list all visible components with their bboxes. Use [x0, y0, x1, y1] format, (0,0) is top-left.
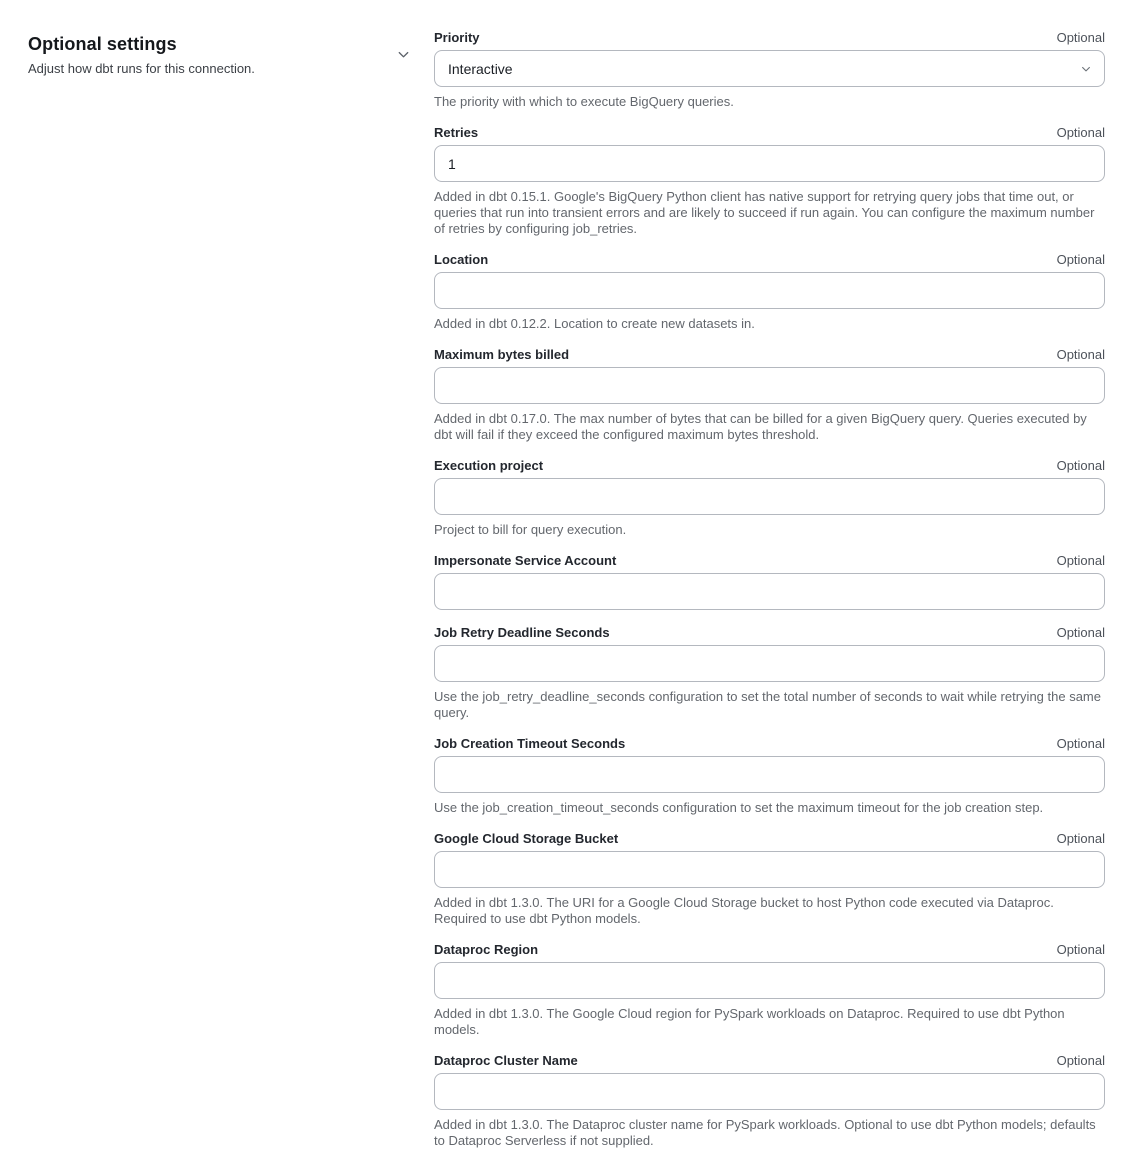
field-label-priority: Priority	[434, 30, 480, 45]
retries-input[interactable]	[434, 145, 1105, 182]
dataproc-region-input[interactable]	[434, 962, 1105, 999]
field-dataproc-cluster-name	[434, 1053, 1105, 1149]
field-dataproc-region	[434, 942, 1105, 1038]
field-google-cloud-storage-bucket	[434, 831, 1105, 927]
field-label-job-retry-deadline-seconds: Job Retry Deadline Seconds	[434, 625, 610, 640]
field-help-google-cloud-storage-bucket: Added in dbt 1.3.0. The URI for a Google Cloud Storage bucket to host Python code executed via Dataproc. Required to use dbt Python models.	[434, 895, 1054, 926]
field-label-dataproc-region: Dataproc Region	[434, 942, 539, 957]
execution-project-input[interactable]	[434, 478, 1105, 515]
maximum-bytes-billed-input[interactable]	[434, 367, 1105, 404]
field-job-retry-deadline-seconds	[434, 625, 1105, 721]
field-header	[434, 30, 1105, 45]
optional-badge: Optional	[1056, 347, 1105, 362]
field-help-location: Added in dbt 0.12.2. Location to create new datasets in.	[434, 316, 755, 331]
field-header	[434, 125, 1105, 140]
field-location	[434, 252, 1105, 332]
field-maximum-bytes-billed	[434, 347, 1105, 443]
field-help-priority: The priority with which to execute BigQuery queries.	[434, 94, 734, 109]
field-header	[434, 736, 1105, 751]
field-help-job-retry-deadline-seconds: Use the job_retry_deadline_seconds configuration to set the total number of seconds to wait while retrying the same query.	[434, 689, 1101, 720]
field-job-creation-timeout-seconds	[434, 736, 1105, 816]
job-retry-deadline-seconds-input[interactable]	[434, 645, 1105, 682]
field-label-execution-project: Execution project	[434, 458, 544, 473]
field-label-location: Location	[434, 252, 489, 267]
field-help-retries: Added in dbt 0.15.1. Google's BigQuery Python client has native support for retrying query jobs that time out, or queries that run into transient errors and are likely to succeed if run again. You can configure the maximum number of retries by configuring job_retries.	[434, 189, 1095, 236]
optional-badge: Optional	[1056, 553, 1105, 568]
field-header	[434, 553, 1105, 568]
chevron-down-icon	[396, 50, 411, 65]
optional-badge: Optional	[1056, 942, 1105, 957]
priority-select[interactable]	[434, 50, 1105, 87]
field-label-impersonate-service-account: Impersonate Service Account	[434, 553, 617, 568]
section-subtitle: Adjust how dbt runs for this connection.	[28, 61, 255, 76]
priority-select-wrap	[434, 50, 1105, 87]
section-header	[28, 34, 358, 76]
field-header	[434, 942, 1105, 957]
field-header	[434, 1053, 1105, 1068]
impersonate-service-account-input[interactable]	[434, 573, 1105, 610]
field-label-maximum-bytes-billed: Maximum bytes billed	[434, 347, 570, 362]
field-label-retries: Retries	[434, 125, 479, 140]
field-label-dataproc-cluster-name: Dataproc Cluster Name	[434, 1053, 578, 1068]
job-creation-timeout-seconds-input[interactable]	[434, 756, 1105, 793]
optional-badge: Optional	[1056, 831, 1105, 846]
optional-badge: Optional	[1056, 458, 1105, 473]
field-header	[434, 347, 1105, 362]
google-cloud-storage-bucket-input[interactable]	[434, 851, 1105, 888]
section-collapse-button[interactable]	[394, 45, 413, 64]
section-title: Optional settings	[28, 34, 177, 54]
field-label-google-cloud-storage-bucket: Google Cloud Storage Bucket	[434, 831, 619, 846]
field-execution-project	[434, 458, 1105, 538]
field-help-job-creation-timeout-seconds: Use the job_creation_timeout_seconds configuration to set the maximum timeout for the job creation step.	[434, 800, 1044, 815]
optional-badge: Optional	[1056, 30, 1105, 45]
optional-badge: Optional	[1056, 125, 1105, 140]
field-help-dataproc-cluster-name: Added in dbt 1.3.0. The Dataproc cluster name for PySpark workloads. Optional to use dbt Python models; defaults to Dataproc Serverless if not supplied.	[434, 1117, 1096, 1148]
field-retries	[434, 125, 1105, 237]
field-header	[434, 831, 1105, 846]
optional-settings-form	[434, 30, 1105, 1164]
field-label-job-creation-timeout-seconds: Job Creation Timeout Seconds	[434, 736, 626, 751]
location-input[interactable]	[434, 272, 1105, 309]
field-help-execution-project: Project to bill for query execution.	[434, 522, 627, 537]
field-header	[434, 458, 1105, 473]
field-help-maximum-bytes-billed: Added in dbt 0.17.0. The max number of bytes that can be billed for a given BigQuery query. Queries executed by dbt will fail if they exceed the configured maximum bytes threshold.	[434, 411, 1087, 442]
optional-badge: Optional	[1056, 736, 1105, 751]
field-header	[434, 625, 1105, 640]
field-help-dataproc-region: Added in dbt 1.3.0. The Google Cloud region for PySpark workloads on Dataproc. Required to use dbt Python models.	[434, 1006, 1065, 1037]
field-priority	[434, 30, 1105, 110]
dataproc-cluster-name-input[interactable]	[434, 1073, 1105, 1110]
field-header	[434, 252, 1105, 267]
optional-badge: Optional	[1056, 625, 1105, 640]
optional-badge: Optional	[1056, 252, 1105, 267]
optional-badge: Optional	[1056, 1053, 1105, 1068]
field-impersonate-service-account	[434, 553, 1105, 610]
